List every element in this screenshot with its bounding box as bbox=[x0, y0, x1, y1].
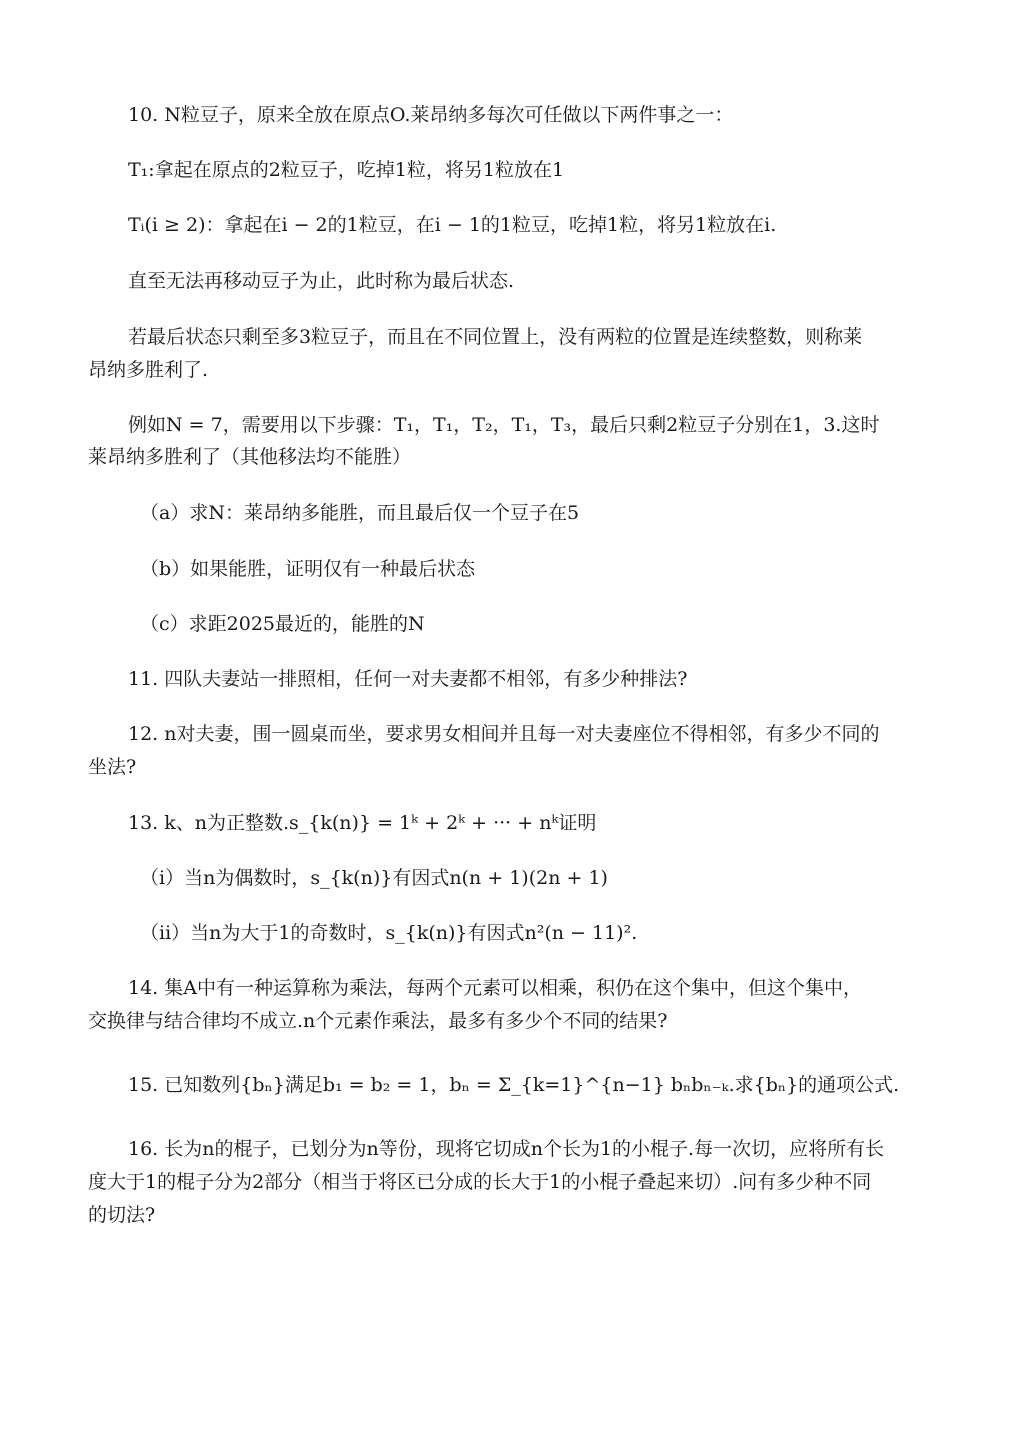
problem-12-line1: 12. n对夫妻，围一圆桌而坐，要求男女相间并且每一对夫妻座位不得相邻，有多少不同的 bbox=[128, 723, 880, 745]
problem-15: 15. 已知数列{bₙ}满足b₁ = b₂ = 1，bₙ = Σ_{k=1}^{n−1} bₙbₙ₋ₖ.求{bₙ}的通项公式. bbox=[128, 1074, 900, 1096]
problem-10-part-c: （c）求距2025最近的，能胜的N bbox=[140, 613, 425, 635]
problem-10-win-condition-line2: 昂纳多胜利了. bbox=[88, 359, 209, 381]
problem-10-intro: 10. N粒豆子，原来全放在原点O.莱昂纳多每次可任做以下两件事之一： bbox=[128, 104, 734, 126]
problem-14-line2: 交换律与结合律均不成立.n个元素作乘法，最多有多少个不同的结果? bbox=[88, 1010, 668, 1032]
problem-11: 11. 四队夫妻站一排照相，任何一对夫妻都不相邻，有多少种排法? bbox=[128, 668, 688, 690]
problem-14-line1: 14. 集A中有一种运算称为乘法，每两个元素可以相乘，积仍在这个集中，但这个集中， bbox=[128, 977, 862, 999]
problem-16-line3: 的切法? bbox=[88, 1204, 156, 1226]
problem-13-part-i: （i）当n为偶数时，s_{k(n)}有因式n(n + 1)(2n + 1) bbox=[140, 867, 608, 889]
problem-10-final-state: 直至无法再移动豆子为止，此时称为最后状态. bbox=[128, 270, 515, 292]
problem-13-part-ii: （ii）当n为大于1的奇数时，s_{k(n)}有因式n²(n − 11)². bbox=[140, 922, 638, 944]
problem-10-part-b: （b）如果能胜，证明仅有一种最后状态 bbox=[140, 558, 476, 580]
problem-10-t1-rule: T₁:拿起在原点的2粒豆子，吃掉1粒，将另1粒放在1 bbox=[128, 159, 565, 181]
problem-16-line1: 16. 长为n的棍子，已划分为n等份，现将它切成n个长为1的小棍子.每一次切，应将所有长 bbox=[128, 1138, 885, 1160]
problem-10-example-line2: 莱昂纳多胜利了（其他移法均不能胜） bbox=[88, 446, 412, 468]
problem-16-line2: 度大于1的棍子分为2部分（相当于将区已分成的长大于1的小棍子叠起来切）.问有多少种不同 bbox=[88, 1171, 872, 1193]
problem-13-stem: 13. k、n为正整数.s_{k(n)} = 1ᵏ + 2ᵏ + ··· + nᵏ证明 bbox=[128, 812, 597, 834]
problem-12-line2: 坐法? bbox=[88, 756, 137, 778]
problem-10-part-a: （a）求N：莱昂纳多能胜，而且最后仅一个豆子在5 bbox=[140, 502, 580, 524]
problem-10-example-line1: 例如N = 7，需要用以下步骤：T₁，T₁，T₂，T₁，T₃，最后只剩2粒豆子分别在1，3.这时 bbox=[128, 414, 880, 436]
problem-10-win-condition-line1: 若最后状态只剩至多3粒豆子，而且在不同位置上，没有两粒的位置是连续整数，则称莱 bbox=[128, 326, 863, 348]
problem-10-ti-rule: Tᵢ(i ≥ 2)：拿起在i − 2的1粒豆，在i − 1的1粒豆，吃掉1粒，将另1粒放在i. bbox=[128, 214, 777, 236]
